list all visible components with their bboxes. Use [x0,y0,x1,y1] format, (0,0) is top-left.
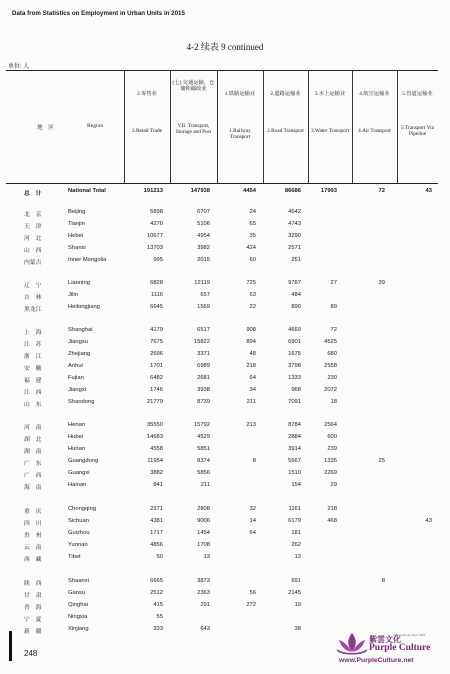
table-cell: 3798 [288,363,301,369]
region-header-cn: 地 区 [37,125,54,131]
table-cell: 908 [246,327,256,333]
table-cell: 6482 [150,375,163,381]
region-name-en: Guangxi [68,470,90,476]
header-bottom-rule [6,183,438,184]
unit-label: 单位: 人 [8,64,30,70]
table-cell: 89 [330,304,337,310]
table-cell: 2371 [150,506,163,512]
column-header-en: 2.Retail Trade [131,128,162,134]
region-name-cn: 西 藏 [24,557,42,563]
table-cell: 1116 [150,292,163,298]
table-cell: 22 [249,304,256,310]
region-name-cn: 宁 夏 [24,617,42,623]
table-cell: 72 [378,188,385,194]
table-cell: 15792 [193,422,210,428]
region-name-cn: 湖 南 [24,449,42,455]
region-name-cn: 广 西 [24,473,42,479]
column-header-en: 4.Air Transport [358,128,391,134]
region-name-en: Hubei [68,434,84,440]
region-name-en: Guizhou [68,530,90,536]
table-cell: 657 [200,292,210,298]
region-name-cn: 湖 北 [24,437,42,443]
table-cell: 6517 [197,327,210,333]
table-cell: 55 [156,614,163,620]
table-cell: 13703 [146,245,163,251]
table-cell: 424 [246,245,256,251]
table-cell: 1161 [288,506,301,512]
table-cell: 5851 [197,446,210,452]
table-cell: 3914 [288,446,301,452]
header-divider [397,70,398,183]
region-name-en: Tianjin [68,221,85,227]
table-cell: 2571 [288,245,301,251]
table-cell: 6179 [288,518,301,524]
region-header-en: Region [87,123,104,129]
table-cell: 191213 [143,188,163,194]
region-name-en: Jilin [68,292,78,298]
table-cell: 6707 [197,209,210,215]
table-cell: 9006 [197,518,210,524]
table-cell: 484 [291,292,301,298]
region-name-cn: 上 海 [24,330,42,336]
region-name-en: Heilongjiang [68,304,100,310]
table-title: 4-2 续表 9 continued [186,42,264,52]
table-cell: 4529 [197,434,210,440]
table-cell: 8784 [288,422,301,428]
table-cell: 725 [246,280,256,286]
table-cell: 14 [249,518,256,524]
table-cell: 2363 [197,590,210,596]
header-divider [352,70,353,183]
column-header-en: VII. Transport, Storage and Post [175,123,212,136]
table-cell: 691 [291,578,301,584]
table-cell: 17993 [320,188,337,194]
column-header-cn: 2.道路运输业 [270,91,301,97]
table-cell: 1335 [324,458,337,464]
region-name-en: Ningxia [68,614,88,620]
region-name-cn: 四 川 [24,521,42,527]
region-name-en: Hainan [68,482,87,488]
table-cell: 1746 [150,387,163,393]
table-cell: 4454 [243,188,256,194]
table-cell: 12119 [194,280,210,286]
table-cell: 4660 [288,327,301,333]
table-cell: 4954 [197,233,210,239]
region-name-cn: 重 庆 [24,509,42,515]
table-cell: 18 [330,399,337,405]
table-cell: 13 [294,554,301,560]
region-name-en: Liaoning [68,280,90,286]
table-top-rule [6,70,438,71]
table-cell: 3290 [288,233,301,239]
table-cell: 34 [249,387,256,393]
table-cell: 64 [249,375,256,381]
column-header-cn: 4.航空运输业 [359,91,390,97]
table-cell: 2145 [288,590,301,596]
region-name-cn: 江 西 [24,390,42,396]
table-cell: 43 [425,518,432,524]
table-cell: 7675 [150,339,163,345]
region-name-en: Xinjiang [68,626,89,632]
table-cell: 1708 [197,542,210,548]
table-cell: 333 [153,626,163,632]
table-cell: 4558 [150,446,163,452]
table-cell: 894 [246,339,256,345]
region-name-cn: 辽 宁 [24,283,42,289]
column-header-cn: 3.水上运输业 [314,91,346,97]
region-name-cn: 天 津 [24,224,42,230]
column-header-cn: 2.零售业 [137,91,157,97]
table-cell: 218 [327,506,337,512]
table-cell: 4743 [288,221,301,227]
table-cell: 239 [327,446,337,452]
region-name-en: Hunan [68,446,86,452]
table-cell: 291 [200,602,210,608]
table-cell: 19 [294,602,301,608]
table-cell: 3371 [197,351,210,357]
table-cell: 2696 [150,351,163,357]
table-cell: 181 [291,530,301,536]
table-cell: 230 [327,375,337,381]
region-name-cn: 黑龙江 [24,307,42,313]
region-name-en: Shanxi [68,245,86,251]
table-cell: 415 [153,602,163,608]
table-cell: 2681 [197,375,210,381]
table-cell: 147938 [190,188,210,194]
table-cell: 38 [294,626,301,632]
table-cell: 5898 [150,209,163,215]
table-cell: 25 [378,458,385,464]
region-name-en: Hebei [68,233,84,239]
table-cell: 600 [327,434,337,440]
table-cell: 5667 [288,458,301,464]
table-cell: 24 [249,209,256,215]
table-cell: 13 [203,554,210,560]
table-cell: 643 [200,626,210,632]
page-bar [9,631,12,661]
table-cell: 9787 [288,280,301,286]
region-name-en: Shanghai [68,327,93,333]
header-divider [263,70,264,183]
watermark-cn: 紫雲文化 [369,635,401,644]
table-cell: 680 [327,351,337,357]
table-cell: 4642 [288,209,301,215]
region-name-cn: 总 计 [24,191,42,197]
table-cell: 8 [252,458,256,464]
table-cell: 3938 [197,387,210,393]
table-cell: 2072 [324,387,337,393]
column-header-en: 3.Water Transport [310,128,350,134]
table-cell: 60 [249,257,256,263]
table-cell: 2564 [324,422,337,428]
region-name-cn: 河 南 [24,425,42,431]
watermark-small: Chinese Books Since 2009 [393,633,426,637]
table-cell: 1333 [288,375,301,381]
table-cell: 8 [381,578,385,584]
region-name-en: Shaanxi [68,578,89,584]
region-name-cn: 山 东 [24,402,42,408]
table-cell: 8739 [197,399,210,405]
table-cell: 64 [249,530,256,536]
header-divider [217,70,218,183]
table-cell: 1701 [150,363,163,369]
column-header-en: 5.Transport Via Pipeline [401,125,434,138]
region-name-cn: 北 京 [24,212,42,218]
table-cell: 5856 [197,470,210,476]
region-name-en: Shandong [68,399,95,405]
region-name-cn: 青 海 [24,605,42,611]
region-name-cn: 浙 江 [24,354,42,360]
table-cell: 1510 [288,470,301,476]
table-cell: 2884 [288,434,301,440]
table-cell: 11954 [147,458,163,464]
table-cell: 2015 [197,257,210,263]
table-cell: 1717 [150,530,163,536]
table-cell: 2558 [324,363,337,369]
running-head: Data from Statistics on Employment in Urban Units in 2015 [12,10,185,17]
lotus-icon [335,630,369,658]
region-name-en: Gansu [68,590,86,596]
table-cell: 15822 [193,339,210,345]
region-name-en: National Total [68,188,106,194]
table-cell: 8374 [197,458,210,464]
table-cell: 468 [327,518,337,524]
table-cell: 43 [425,188,432,194]
table-cell: 50 [156,554,163,560]
table-cell: 6989 [197,363,210,369]
table-cell: 841 [153,482,163,488]
table-cell: 14683 [146,434,163,440]
watermark-en: Purple Culture [369,643,431,653]
column-header-en: 1.Railway Transport [229,128,251,141]
table-cell: 995 [153,257,163,263]
table-cell: 6901 [288,339,301,345]
region-name-en: Beijing [68,209,86,215]
table-cell: 2269 [324,470,337,476]
region-name-cn: 海 南 [24,485,42,491]
table-cell: 35 [249,233,256,239]
region-name-en: Anhui [68,363,83,369]
table-cell: 272 [246,602,256,608]
region-name-cn: 陕 西 [24,581,42,587]
column-header-en: 2.Road Transport [267,128,304,134]
table-cell: 251 [291,257,301,263]
region-name-cn: 安 徽 [24,366,42,372]
table-cell: 3982 [197,245,210,251]
region-name-cn: 吉 林 [24,295,42,301]
table-cell: 4856 [150,542,163,548]
watermark-url[interactable]: www.PurpleCulture.net [339,657,414,664]
table-cell: 1569 [197,304,210,310]
region-name-cn: 福 建 [24,378,42,384]
table-cell: 72 [330,327,337,333]
region-name-en: Jiangxi [68,387,87,393]
table-cell: 4179 [150,327,163,333]
region-name-cn: 广 东 [24,461,42,467]
region-name-cn: 新 疆 [24,629,42,635]
region-name-cn: 甘 肃 [24,593,42,599]
table-cell: 1675 [288,351,301,357]
table-cell: 968 [291,387,301,393]
table-cell: 10677 [146,233,163,239]
table-cell: 4270 [150,221,163,227]
region-name-en: Henan [68,422,86,428]
table-cell: 3873 [197,578,210,584]
region-name-en: Jiangsu [68,339,88,345]
table-cell: 262 [291,542,301,548]
table-cell: 48 [249,351,256,357]
table-cell: 4381 [150,518,163,524]
table-cell: 6665 [150,578,163,584]
table-cell: 7091 [288,399,301,405]
region-name-cn: 河 北 [24,236,42,242]
table-cell: 32 [249,506,256,512]
table-cell: 27 [330,280,337,286]
region-name-cn: 内蒙古 [24,260,42,266]
region-name-en: Sichuan [68,518,89,524]
table-cell: 6645 [150,304,163,310]
table-cell: 3882 [150,470,163,476]
table-cell: 1454 [197,530,210,536]
table-cell: 2808 [197,506,210,512]
column-header-cn: (七) 交通运输、仓储和邮政业 [172,80,215,93]
table-cell: 65 [249,221,256,227]
header-divider [170,70,171,183]
region-name-en: Chongqing [68,506,97,512]
watermark-logo [333,628,445,668]
table-cell: 86686 [284,188,301,194]
table-cell: 5106 [197,221,210,227]
page-number: 248 [24,649,38,658]
table-cell: 35550 [146,422,163,428]
column-header-cn: 5.管道运输业 [402,91,433,97]
table-cell: 2512 [150,590,163,596]
region-name-en: Guangdong [68,458,99,464]
table-cell: 56 [249,590,256,596]
table-cell: 4525 [324,339,337,345]
table-cell: 39 [378,280,385,286]
region-name-cn: 云 南 [24,545,42,551]
table-cell: 154 [291,482,301,488]
region-name-cn: 江 苏 [24,342,42,348]
table-cell: 29 [330,482,337,488]
header-divider [308,70,309,183]
column-header-cn: 1.铁路运输业 [224,91,256,97]
region-name-en: Inner Mongolia [68,257,107,263]
table-cell: 63 [249,292,256,298]
region-name-en: Yunnan [68,542,88,548]
region-name-en: Zhejiang [68,351,91,357]
table-cell: 211 [200,482,210,488]
region-name-en: Qinghai [68,602,88,608]
table-cell: 6828 [150,280,163,286]
region-name-en: Fujian [68,375,84,381]
region-name-en: Tibet [68,554,81,560]
table-cell: 211 [246,399,256,405]
table-cell: 218 [246,363,256,369]
header-divider [124,70,125,183]
table-cell: 213 [246,422,256,428]
table-cell: 890 [291,304,301,310]
region-name-cn: 贵 州 [24,533,42,539]
region-name-cn: 山 西 [24,248,42,254]
table-cell: 21779 [146,399,163,405]
